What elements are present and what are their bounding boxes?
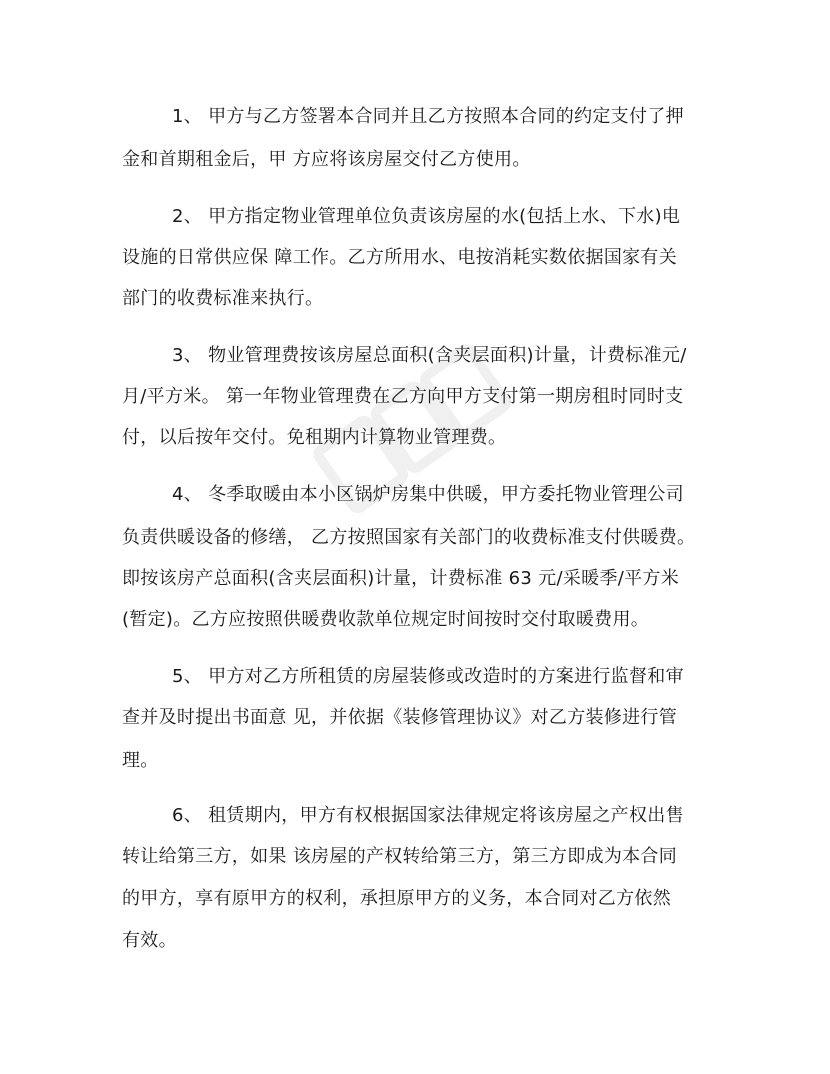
paragraph-line: 的甲方，享有原甲方的权利，承担原甲方的义务，本合同对乙方依然 <box>122 888 671 909</box>
paragraph-line: 查并及时提出书面意 见，并依据《装修管理协议》对乙方装修进行管 <box>122 707 678 728</box>
paragraph-line: 月/平方米。 第一年物业管理费在乙方向甲方支付第一期房租时同时支 <box>122 386 684 407</box>
paragraph-line: 3、 物业管理费按该房屋总面积(含夹层面积)计量，计费标准元/ <box>172 345 687 366</box>
paragraph-line: 付，以后按年交付。免租期内计算物业管理费。 <box>122 427 507 448</box>
paragraph-line: (暂定)。乙方应按照供暖费收款单位规定时间按时交付取暖费用。 <box>122 609 650 630</box>
paragraph-line: 转让给第三方，如果 该房屋的产权转给第三方，第三方即成为本合同 <box>122 846 678 867</box>
paragraph-line: 理。 <box>122 750 159 771</box>
paragraph-line: 部门的收费标准来执行。 <box>122 288 324 309</box>
paragraph-line: 即按该房产总面积(含夹层面积)计量，计费标准 63 元/采暖季/平方米 <box>122 568 680 589</box>
paragraph-line: 有效。 <box>122 930 177 951</box>
paragraph-line: 4、 冬季取暖由本小区锅炉房集中供暖，甲方委托物业管理公司 <box>172 484 684 505</box>
paragraph-line: 金和首期租金后，甲 方应将该房屋交付乙方使用。 <box>122 149 531 170</box>
paragraph-line: 6、 租赁期内，甲方有权根据国家法律规定将该房屋之产权出售 <box>172 805 684 826</box>
paragraph-line: 2、 甲方指定物业管理单位负责该房屋的水(包括上水、下水)电 <box>172 206 681 227</box>
paragraph-line: 1、 甲方与乙方签署本合同并且乙方按照本合同的约定支付了押 <box>172 106 684 127</box>
paragraph-line: 负责供暖设备的修缮， 乙方按照国家有关部门的收费标准支付供暖费。 <box>122 527 696 548</box>
paragraph-line: 设施的日常供应保 障工作。乙方所用水、电按消耗实数依据国家有关 <box>122 247 678 268</box>
paragraph-line: 5、 甲方对乙方所租赁的房屋装修或改造时的方案进行监督和审 <box>172 666 684 687</box>
